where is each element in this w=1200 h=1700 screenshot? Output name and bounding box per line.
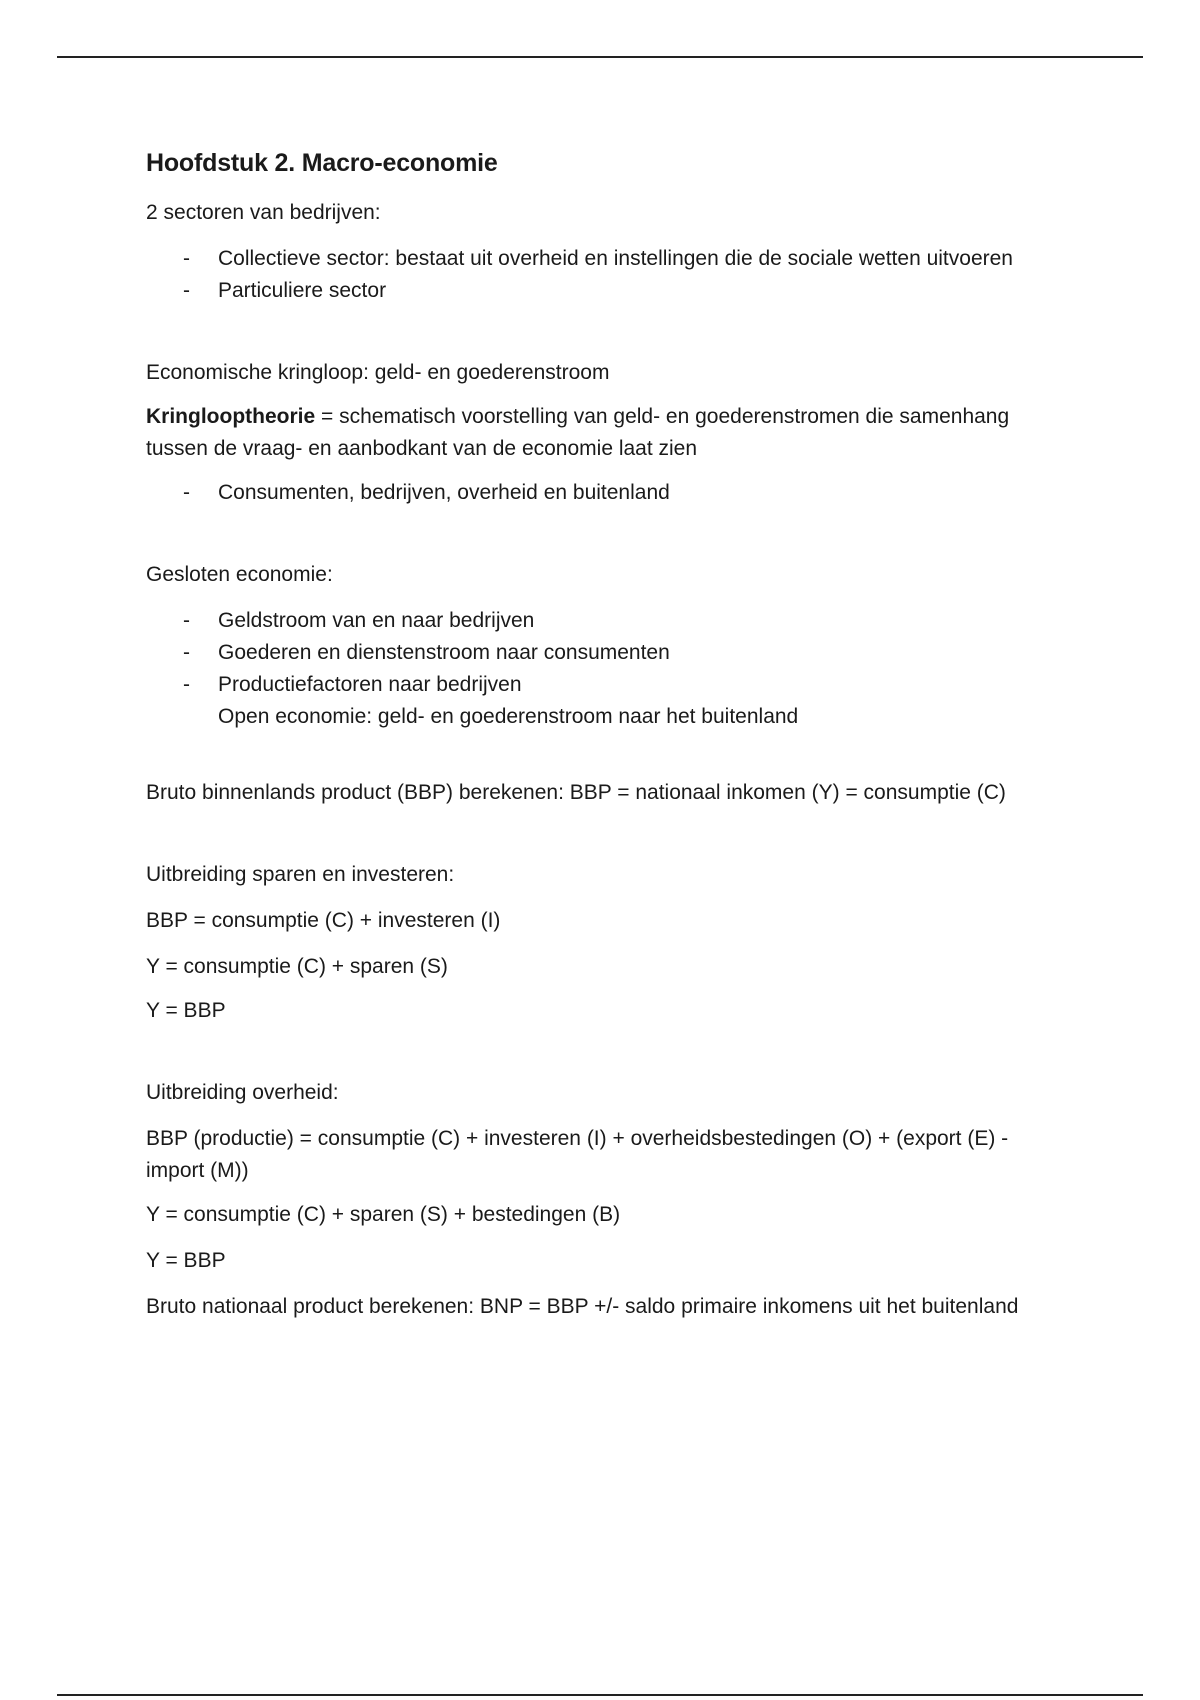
sectors-list [146,243,1066,307]
sparen-formula: Y = BBP [146,999,226,1022]
overheid-formula: Y = BBP [146,1249,226,1272]
list-item: - Consumenten, bedrijven, overheid en buitenland [146,477,1066,509]
kringloop-definition-text: = schematisch voorstelling van geld- en goederenstromen die samenhang tussen de vraag- en aanbodkant van de economie laat zien [146,405,1010,460]
overheid-formula: Y = consumptie (C) + sparen (S) + bestedingen (B) [146,1203,621,1226]
open-economie-line: Open economie: geld- en goederenstroom naar het buitenland [218,705,799,728]
sectors-intro: 2 sectoren van bedrijven: [146,201,381,224]
list-item: - Particuliere sector [146,275,1066,307]
document-body [146,145,1066,1323]
overheid-formula: BBP (productie) = consumptie (C) + investeren (I) + overheidsbestedingen (O) + (export (E) - import (M)) [146,1127,1009,1182]
sparen-formula: BBP = consumptie (C) + investeren (I) [146,909,501,932]
page-title: Hoofdstuk 2. Macro-economie [146,149,498,177]
sparen-formula: Y = consumptie (C) + sparen (S) [146,955,448,978]
header-rule [57,56,1143,58]
overheid-intro: Uitbreiding overheid: [146,1081,339,1104]
kringloop-list [146,477,1066,509]
kringloop-line: Economische kringloop: geld- en goederenstroom [146,361,610,384]
kringloop-definition [146,401,1066,465]
bbp-line: Bruto binnenlands product (BBP) berekenen: BBP = nationaal inkomen (Y) = consumptie (C) [146,781,1006,804]
gesloten-intro: Gesloten economie: [146,563,333,586]
list-item: - Collectieve sector: bestaat uit overheid en instellingen die de sociale wetten uitvoeren [146,243,1066,275]
kringloop-term: Kringlooptheorie [146,405,316,428]
gesloten-list [146,605,1066,701]
list-item: - Productiefactoren naar bedrijven [146,669,1066,701]
list-item: - Goederen en dienstenstroom naar consumenten [146,637,1066,669]
footer-rule [57,1694,1143,1696]
bnp-line: Bruto nationaal product berekenen: BNP = BBP +/- saldo primaire inkomens uit het buitenland [146,1295,1019,1318]
list-item: - Geldstroom van en naar bedrijven [146,605,1066,637]
sparen-intro: Uitbreiding sparen en investeren: [146,863,455,886]
